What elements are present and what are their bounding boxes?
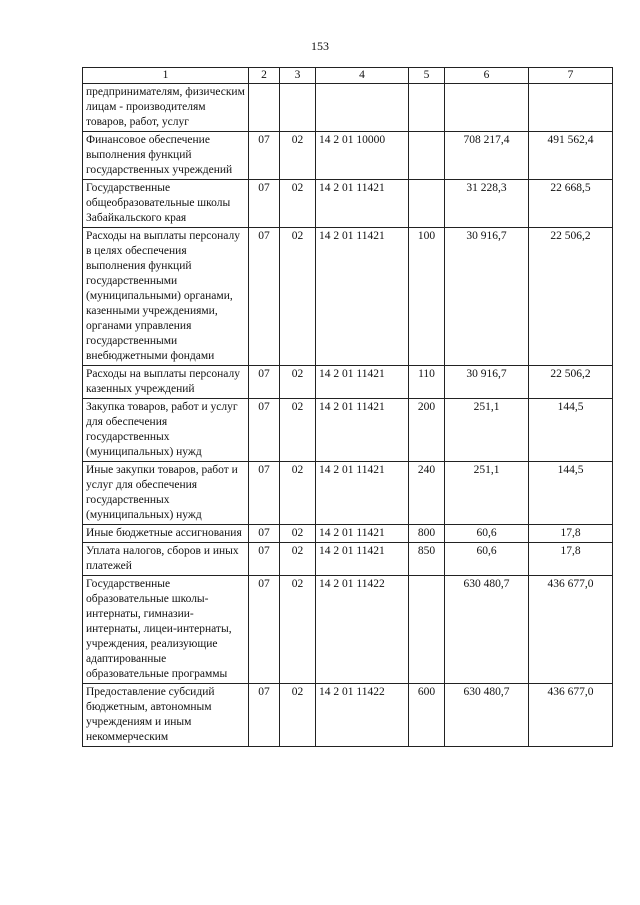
section-cell: 07 xyxy=(249,462,280,525)
target-article-cell: 14 2 01 11421 xyxy=(316,228,409,366)
amount-col7-cell: 22 506,2 xyxy=(529,228,613,366)
name-cell: Расходы на выплаты персоналу казенных учреждений xyxy=(83,366,249,399)
section-cell: 07 xyxy=(249,366,280,399)
amount-col7-cell: 22 506,2 xyxy=(529,366,613,399)
amount-col7-cell: 17,8 xyxy=(529,543,613,576)
table-row xyxy=(83,84,613,132)
page-number: 153 xyxy=(311,39,329,53)
amount-col7-cell: 144,5 xyxy=(529,462,613,525)
expense-type-cell: 110 xyxy=(409,366,445,399)
section-cell: 07 xyxy=(249,576,280,684)
amount-col7-cell: 144,5 xyxy=(529,399,613,462)
subsection-cell: 02 xyxy=(280,180,316,228)
name-cell: Иные бюджетные ассигнования xyxy=(83,525,249,543)
header-cell-7: 7 xyxy=(529,68,613,84)
target-article-cell: 14 2 01 11421 xyxy=(316,462,409,525)
amount-col6-cell: 251,1 xyxy=(445,399,529,462)
amount-col7-cell: 436 677,0 xyxy=(529,684,613,747)
section-cell: 07 xyxy=(249,228,280,366)
subsection-cell: 02 xyxy=(280,399,316,462)
name-cell: Иные закупки товаров, работ и услуг для обеспечения государственных (муниципальных) нужд xyxy=(83,462,249,525)
amount-col6-cell: 30 916,7 xyxy=(445,228,529,366)
amount-col6-cell: 251,1 xyxy=(445,462,529,525)
expense-type-cell: 240 xyxy=(409,462,445,525)
table-row xyxy=(83,366,613,399)
header-cell-3: 3 xyxy=(280,68,316,84)
amount-col7-cell xyxy=(529,84,613,132)
amount-col6-cell: 708 217,4 xyxy=(445,132,529,180)
target-article-cell: 14 2 01 11421 xyxy=(316,543,409,576)
section-cell: 07 xyxy=(249,180,280,228)
section-cell: 07 xyxy=(249,525,280,543)
subsection-cell: 02 xyxy=(280,228,316,366)
expense-type-cell: 800 xyxy=(409,525,445,543)
expense-type-cell xyxy=(409,576,445,684)
section-cell: 07 xyxy=(249,684,280,747)
section-cell: 07 xyxy=(249,132,280,180)
subsection-cell: 02 xyxy=(280,366,316,399)
section-cell xyxy=(249,84,280,132)
name-cell: Уплата налогов, сборов и иных платежей xyxy=(83,543,249,576)
name-cell: Государственные образовательные школы-интернаты, гимназии-интернаты, лицеи-интернаты, учреждения, реализующие адаптированные образовательные программы xyxy=(83,576,249,684)
target-article-cell: 14 2 01 11421 xyxy=(316,180,409,228)
expense-type-cell: 200 xyxy=(409,399,445,462)
expense-type-cell xyxy=(409,84,445,132)
expense-type-cell: 850 xyxy=(409,543,445,576)
amount-col7-cell: 491 562,4 xyxy=(529,132,613,180)
subsection-cell: 02 xyxy=(280,684,316,747)
header-cell-5: 5 xyxy=(409,68,445,84)
name-cell: предпринимателям, физическим лицам - производителям товаров, работ, услуг xyxy=(83,84,249,132)
table-row xyxy=(83,399,613,462)
name-cell: Финансовое обеспечение выполнения функций государственных учреждений xyxy=(83,132,249,180)
expense-type-cell xyxy=(409,132,445,180)
target-article-cell: 14 2 01 11421 xyxy=(316,366,409,399)
target-article-cell: 14 2 01 11422 xyxy=(316,576,409,684)
table-row xyxy=(83,462,613,525)
amount-col6-cell: 31 228,3 xyxy=(445,180,529,228)
amount-col7-cell: 22 668,5 xyxy=(529,180,613,228)
amount-col6-cell: 60,6 xyxy=(445,525,529,543)
target-article-cell: 14 2 01 11421 xyxy=(316,525,409,543)
table-row xyxy=(83,525,613,543)
header-cell-2: 2 xyxy=(249,68,280,84)
header-cell-1: 1 xyxy=(83,68,249,84)
expense-type-cell: 100 xyxy=(409,228,445,366)
target-article-cell xyxy=(316,84,409,132)
amount-col7-cell: 17,8 xyxy=(529,525,613,543)
amount-col6-cell: 60,6 xyxy=(445,543,529,576)
subsection-cell: 02 xyxy=(280,462,316,525)
section-cell: 07 xyxy=(249,543,280,576)
amount-col6-cell: 30 916,7 xyxy=(445,366,529,399)
table-row xyxy=(83,684,613,747)
amount-col7-cell: 436 677,0 xyxy=(529,576,613,684)
expense-type-cell: 600 xyxy=(409,684,445,747)
table-row xyxy=(83,576,613,684)
table-row xyxy=(83,543,613,576)
name-cell: Закупка товаров, работ и услуг для обеспечения государственных (муниципальных) нужд xyxy=(83,399,249,462)
expense-type-cell xyxy=(409,180,445,228)
table-row xyxy=(83,228,613,366)
amount-col6-cell xyxy=(445,84,529,132)
subsection-cell xyxy=(280,84,316,132)
name-cell: Предоставление субсидий бюджетным, автономным учреждениям и иным некоммерческим xyxy=(83,684,249,747)
table-body xyxy=(83,84,613,747)
table-row xyxy=(83,132,613,180)
header-cell-4: 4 xyxy=(316,68,409,84)
header-row xyxy=(83,68,613,84)
target-article-cell: 14 2 01 11422 xyxy=(316,684,409,747)
subsection-cell: 02 xyxy=(280,543,316,576)
amount-col6-cell: 630 480,7 xyxy=(445,684,529,747)
amount-col6-cell: 630 480,7 xyxy=(445,576,529,684)
name-cell: Расходы на выплаты персоналу в целях обеспечения выполнения функций государственными (муниципальными) органами, казенными учреждениями, органами управления государственными внебюджетными фондами xyxy=(83,228,249,366)
name-cell: Государственные общеобразовательные школы Забайкальского края xyxy=(83,180,249,228)
subsection-cell: 02 xyxy=(280,525,316,543)
subsection-cell: 02 xyxy=(280,132,316,180)
target-article-cell: 14 2 01 10000 xyxy=(316,132,409,180)
target-article-cell: 14 2 01 11421 xyxy=(316,399,409,462)
section-cell: 07 xyxy=(249,399,280,462)
table-row xyxy=(83,180,613,228)
budget-table xyxy=(82,67,613,747)
header-cell-6: 6 xyxy=(445,68,529,84)
subsection-cell: 02 xyxy=(280,576,316,684)
